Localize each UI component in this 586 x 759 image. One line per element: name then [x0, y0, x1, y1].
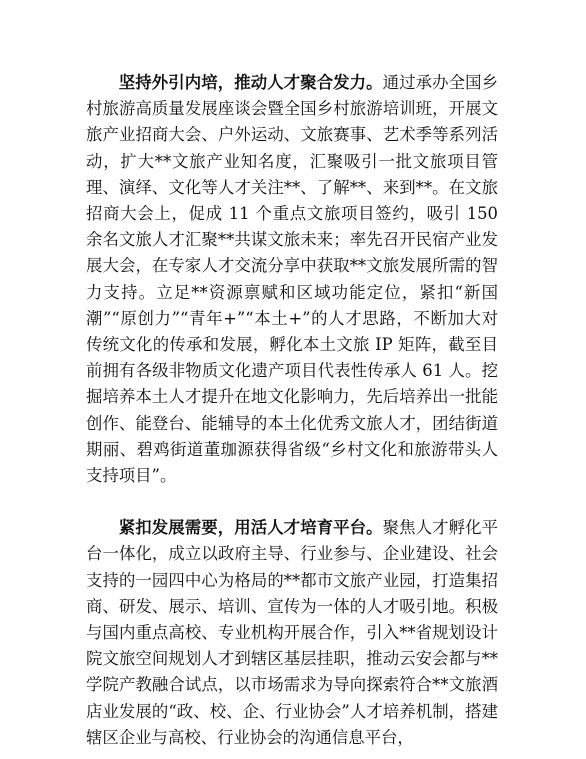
paragraph-1-body: 通过承办全国乡村旅游高质量发展座谈会暨全国乡村旅游培训班，开展文旅产业招商大会、户外运动、文旅赛事、艺术季等系列活动，扩大**文旅产业知名度，汇聚吸引一批文旅项目管理、演绎、文化等人才关注**、了解**、来到**。在文旅招商大会上，促成 11 个重点文旅项目签约，吸引 150 余名文旅人才汇聚**共谋文旅未来；率先召开民宿产业发展大会，在专家人才交流分享中获取**文旅发展所需的智力支持。立足**资源禀赋和区域功能定位，紧扣“新国潮”“原创力”“青年+”“本土+”的人才思路，不断加大对传统文化的传承和发展，孵化本土文旅 IP 矩阵，截至目前拥有各级非物质文化遗产项目代表性传承人 61 人。挖掘培养本土人才提升在地文化影响力，先后培养出一批能创作、能登台、能辅导的本土化优秀文旅人才，团结街道期丽、碧鸡街道董珈源获得省级“乡村文化和旅游带头人支持项目”。 [86, 73, 499, 486]
paragraph-2-lead: 紧扣发展需要，用活人才培育平台。 [118, 518, 383, 538]
document-body [86, 70, 498, 751]
paragraph-2 [86, 515, 498, 751]
paragraph-2-body: 聚焦人才孵化平台一体化，成立以政府主导、行业参与、企业建设、社会支持的一园四中心为格局的**都市文旅产业园，打造集招商、研发、展示、培训、宣传为一体的人才吸引地。积极与国内重点高校、专业机构开展合作，引入**省规划设计院文旅空间规划人才到辖区基层挂职，推动云安会都与**学院产教融合试点，以市场需求为导向探索符合**文旅酒店业发展的“政、校、企、行业协会”人才培养机制，搭建辖区企业与高校、行业协会的沟通信息平台， [86, 518, 499, 747]
paragraph-1-lead: 坚持外引内培，推动人才聚合发力。 [118, 73, 383, 92]
paragraph-1 [86, 70, 498, 489]
